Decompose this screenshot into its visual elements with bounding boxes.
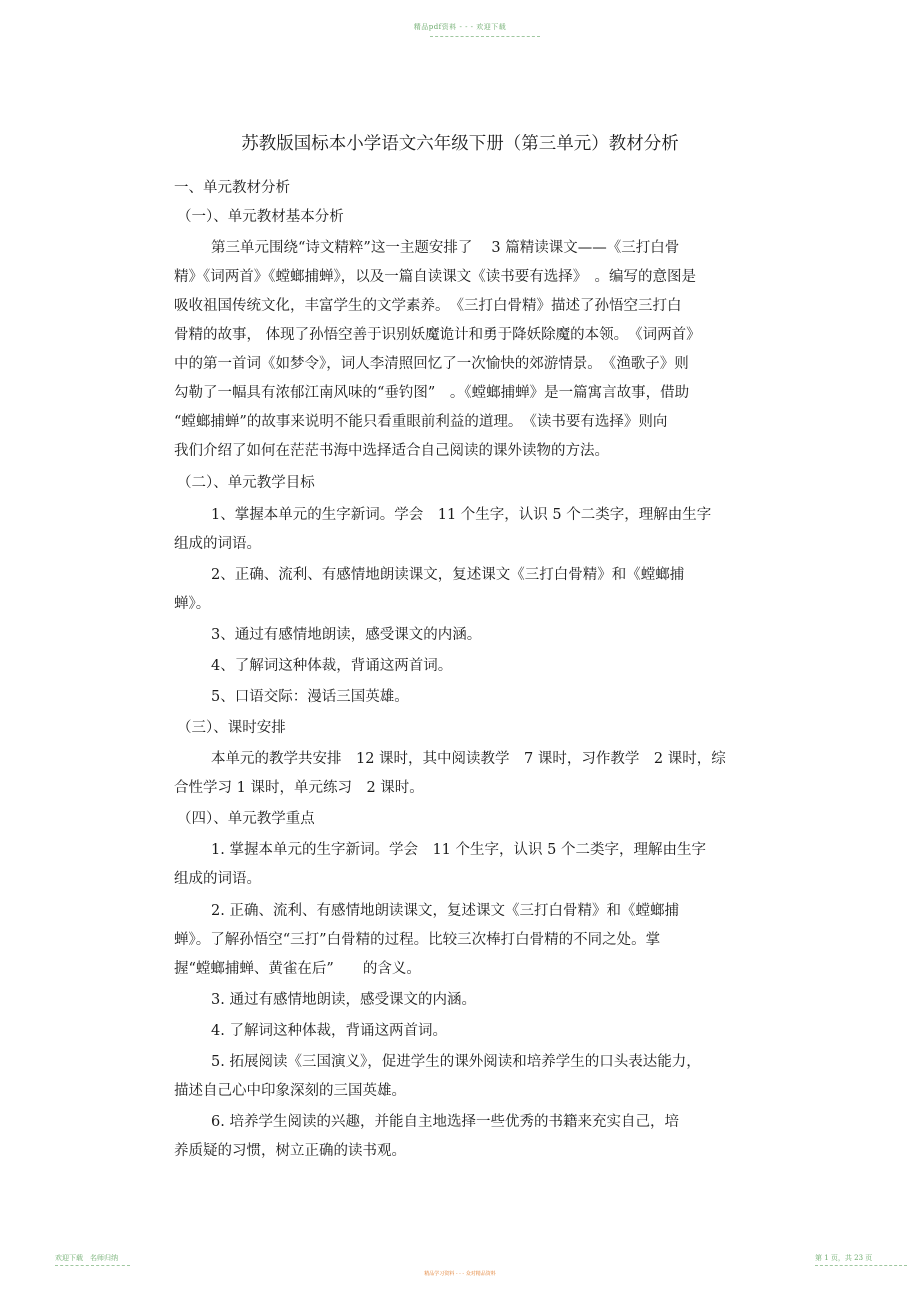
footer-divider xyxy=(55,1265,130,1266)
list-item: 养质疑的习惯，树立正确的读书观。 xyxy=(174,1143,406,1159)
list-item: 组成的词语。 xyxy=(174,871,261,887)
list-item: 2. 正确、流利、有感情地朗读课文，复述课文《三打白骨精》和《螳螂捕 xyxy=(211,903,679,919)
header-divider xyxy=(430,36,540,37)
document-title: 苏教版国标本小学语文六年级下册（第三单元）教材分析 xyxy=(241,134,679,154)
paragraph-line: 中的第一首词《如梦令》，词人李清照回忆了一次愉快的郊游情景。 《渔歌子》则 xyxy=(174,356,689,372)
footer-divider xyxy=(815,1265,907,1266)
list-item: 3. 通过有感情地朗读，感受课文的内涵。 xyxy=(211,992,476,1008)
header-watermark: 精品pdf资料 - - - 欢迎下载 xyxy=(413,23,507,31)
section-heading: 一、单元教材分析 xyxy=(174,180,290,196)
list-item: 组成的词语。 xyxy=(174,536,261,552)
paragraph-line: 本单元的教学共安排 12 课时，其中阅读教学 7 课时，习作教学 2 课时，综 xyxy=(211,751,726,767)
paragraph-line: 精》《词两首》《螳螂捕蝉》，以及一篇自读课文《读书要有选择》 。编写的意图是 xyxy=(174,269,696,285)
subsection-heading: （一）、单元教材基本分析 xyxy=(177,209,344,225)
list-item: 蝉》。 xyxy=(174,596,211,612)
list-item: 5. 拓展阅读《三国演义》，促进学生的课外阅读和培养学生的口头表达能力， xyxy=(211,1054,701,1070)
list-item: 4. 了解词这种体裁，背诵这两首词。 xyxy=(211,1023,447,1039)
list-item: 1、掌握本单元的生字新词。学会 11 个生字，认识 5 个二类字，理解由生字 xyxy=(211,507,712,523)
footer-watermark: 精品学习资料 - - - 众对精品资料 xyxy=(424,1271,496,1277)
paragraph-line: 第三单元围绕“诗文精粹”这一主题安排了 3 篇精读课文——《三打白骨 xyxy=(211,240,680,256)
list-item: 6. 培养学生阅读的兴趣，并能自主地选择一些优秀的书籍来充实自己，培 xyxy=(211,1114,679,1130)
list-item: 1. 掌握本单元的生字新词。学会 11 个生字，认识 5 个二类字，理解由生字 xyxy=(211,842,706,858)
list-item: 2、正确、流利、有感情地朗读课文，复述课文《三打白骨精》和《螳螂捕 xyxy=(211,567,685,583)
subsection-heading: （二）、单元教学目标 xyxy=(177,475,315,491)
subsection-heading: （三）、课时安排 xyxy=(177,720,286,736)
list-item: 握“螳螂捕蝉、黄雀在后” 的含义。 xyxy=(174,961,421,977)
list-item: 5、口语交际：漫话三国英雄。 xyxy=(211,689,409,705)
paragraph-line: 吸收祖国传统文化，丰富学生的文学素养。 《三打白骨精》描述了孙悟空三打白 xyxy=(174,298,682,314)
list-item: 3、通过有感情地朗读，感受课文的内涵。 xyxy=(211,627,482,643)
paragraph-line: “螳螂捕蝉”的故事来说明不能只看重眼前利益的道理。 《读书要有选择》则向 xyxy=(174,414,668,430)
list-item: 4、了解词这种体裁，背诵这两首词。 xyxy=(211,658,453,674)
list-item: 蝉》。了解孙悟空“三打”白骨精的过程。比较三次棒打白骨精的不同之处。掌 xyxy=(174,932,661,948)
list-item: 描述自己心中印象深刻的三国英雄。 xyxy=(174,1083,406,1099)
page-number: 第 1 页，共 23 页 xyxy=(815,1254,873,1262)
paragraph-line: 我们介绍了如何在茫茫书海中选择适合自己阅读的课外读物的方法。 xyxy=(174,443,609,459)
paragraph-line: 合性学习 1 课时，单元练习 2 课时。 xyxy=(174,780,424,796)
subsection-heading: （四）、单元教学重点 xyxy=(177,811,315,827)
paragraph-line: 勾勒了一幅具有浓郁江南风味的“垂钓图” 。《螳螂捕蝉》是一篇寓言故事，借助 xyxy=(174,385,690,401)
footer-left-text: 欢迎下载 名师归纳 xyxy=(55,1254,118,1262)
paragraph-line: 骨精的故事， 体现了孙悟空善于识别妖魔诡计和勇于降妖除魔的本领。 《词两首》 xyxy=(174,327,701,343)
